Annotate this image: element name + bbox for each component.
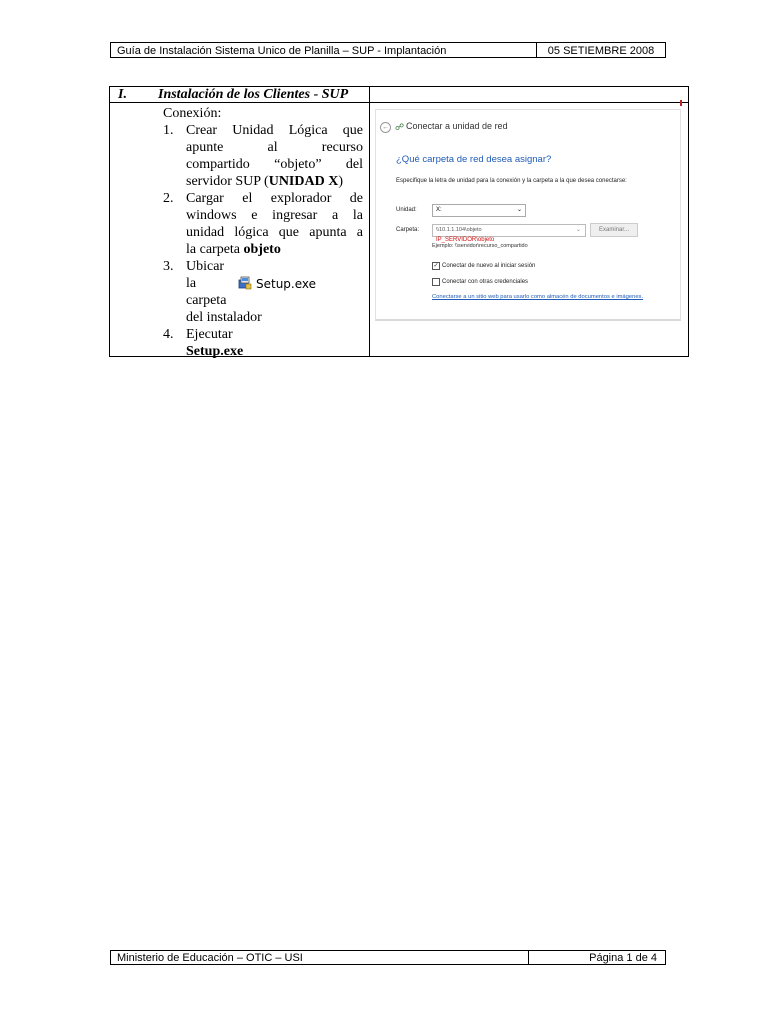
step-text-line: Cargar el explorador de bbox=[186, 191, 363, 206]
column-divider bbox=[369, 103, 370, 356]
other-credentials-checkbox[interactable] bbox=[432, 278, 632, 286]
chevron-down-icon: ⌄ bbox=[516, 207, 522, 213]
chevron-down-icon: ⌄ bbox=[575, 227, 581, 233]
page-number: Página 1 de 4 bbox=[589, 952, 657, 964]
section-number: I. bbox=[118, 87, 127, 102]
step-text-line: servidor SUP (UNIDAD X) bbox=[186, 174, 343, 189]
section-title: Instalación de los Clientes - SUP bbox=[158, 87, 349, 102]
checkbox-unchecked-icon bbox=[432, 278, 440, 286]
server-hint: IP_SERVIDOR\objeto bbox=[436, 237, 495, 243]
step-text-line: del instalador bbox=[186, 310, 262, 325]
website-link[interactable]: Conectarse a un sitio web para usarlo como almacén de documentos e imágenes. bbox=[432, 294, 644, 300]
network-drive-icon: ☍ bbox=[395, 122, 405, 132]
back-arrow-icon[interactable]: ← bbox=[382, 124, 389, 131]
page-header bbox=[110, 42, 666, 58]
unit-value: X: bbox=[436, 207, 442, 213]
step-text-line: unidad lógica que apunta a bbox=[186, 225, 363, 240]
folder-value: \\10.1.1.104\objeto bbox=[436, 227, 482, 233]
folder-example: Ejemplo: \\servidor\recurso_compartido bbox=[432, 243, 528, 249]
folder-input[interactable] bbox=[432, 224, 586, 237]
step-number: 3. bbox=[163, 259, 174, 274]
step-number: 2. bbox=[163, 191, 174, 206]
header-date: 05 SETIEMBRE 2008 bbox=[547, 45, 655, 57]
step-text-line: Ubicar bbox=[186, 259, 225, 274]
step-text-line: carpeta bbox=[186, 293, 227, 308]
reconnect-checkbox[interactable] bbox=[432, 262, 632, 270]
dialog-question: ¿Qué carpeta de red desea asignar? bbox=[396, 154, 552, 165]
step-text-line: Ejecutar bbox=[186, 327, 233, 342]
checkbox-label: Conectar con otras credenciales bbox=[442, 279, 529, 285]
page-footer bbox=[110, 950, 666, 965]
folder-label: Carpeta: bbox=[396, 227, 420, 233]
step-text-line: apunte al recurso bbox=[186, 140, 363, 155]
executable-name: Setup.exe bbox=[186, 344, 244, 359]
setup-file-label: Setup.exe bbox=[256, 277, 317, 291]
map-network-drive-dialog bbox=[375, 109, 681, 321]
checkbox-checked-icon: ✓ bbox=[433, 263, 439, 269]
step-text-line: la carpeta objeto bbox=[186, 242, 281, 257]
step-text-line: compartido “objeto” del bbox=[186, 157, 363, 172]
step-text-line: windows e ingresar a la bbox=[186, 208, 363, 223]
step-number: 4. bbox=[163, 327, 174, 342]
unit-select[interactable] bbox=[432, 204, 526, 217]
red-marker bbox=[680, 100, 682, 106]
step-text-line: Crear Unidad Lógica que bbox=[186, 123, 363, 138]
step-number: 1. bbox=[163, 123, 174, 138]
folder-name: objeto bbox=[243, 242, 281, 257]
dialog-title: Conectar a unidad de red bbox=[406, 121, 508, 131]
footer-organization: Ministerio de Educación – OTIC – USI bbox=[111, 951, 529, 964]
section-title-row bbox=[110, 87, 370, 103]
browse-button[interactable]: Examinar... bbox=[590, 223, 638, 237]
dialog-description: Especifique la letra de unidad para la conexión y la carpeta a la que desea conectarse: bbox=[396, 178, 627, 184]
steps-column bbox=[110, 103, 369, 359]
drive-name: UNIDAD X bbox=[268, 174, 339, 189]
header-title: Guía de Instalación Sistema Unico de Planilla – SUP - Implantación bbox=[111, 43, 537, 57]
setup-installer-icon bbox=[238, 276, 252, 290]
checkbox-label: Conectar de nuevo al iniciar sesión bbox=[442, 263, 536, 269]
unit-label: Unidad: bbox=[396, 207, 417, 213]
step-text-line: la bbox=[186, 276, 197, 291]
title-row-empty-cell bbox=[370, 87, 688, 103]
steps-intro: Conexión: bbox=[163, 106, 222, 121]
